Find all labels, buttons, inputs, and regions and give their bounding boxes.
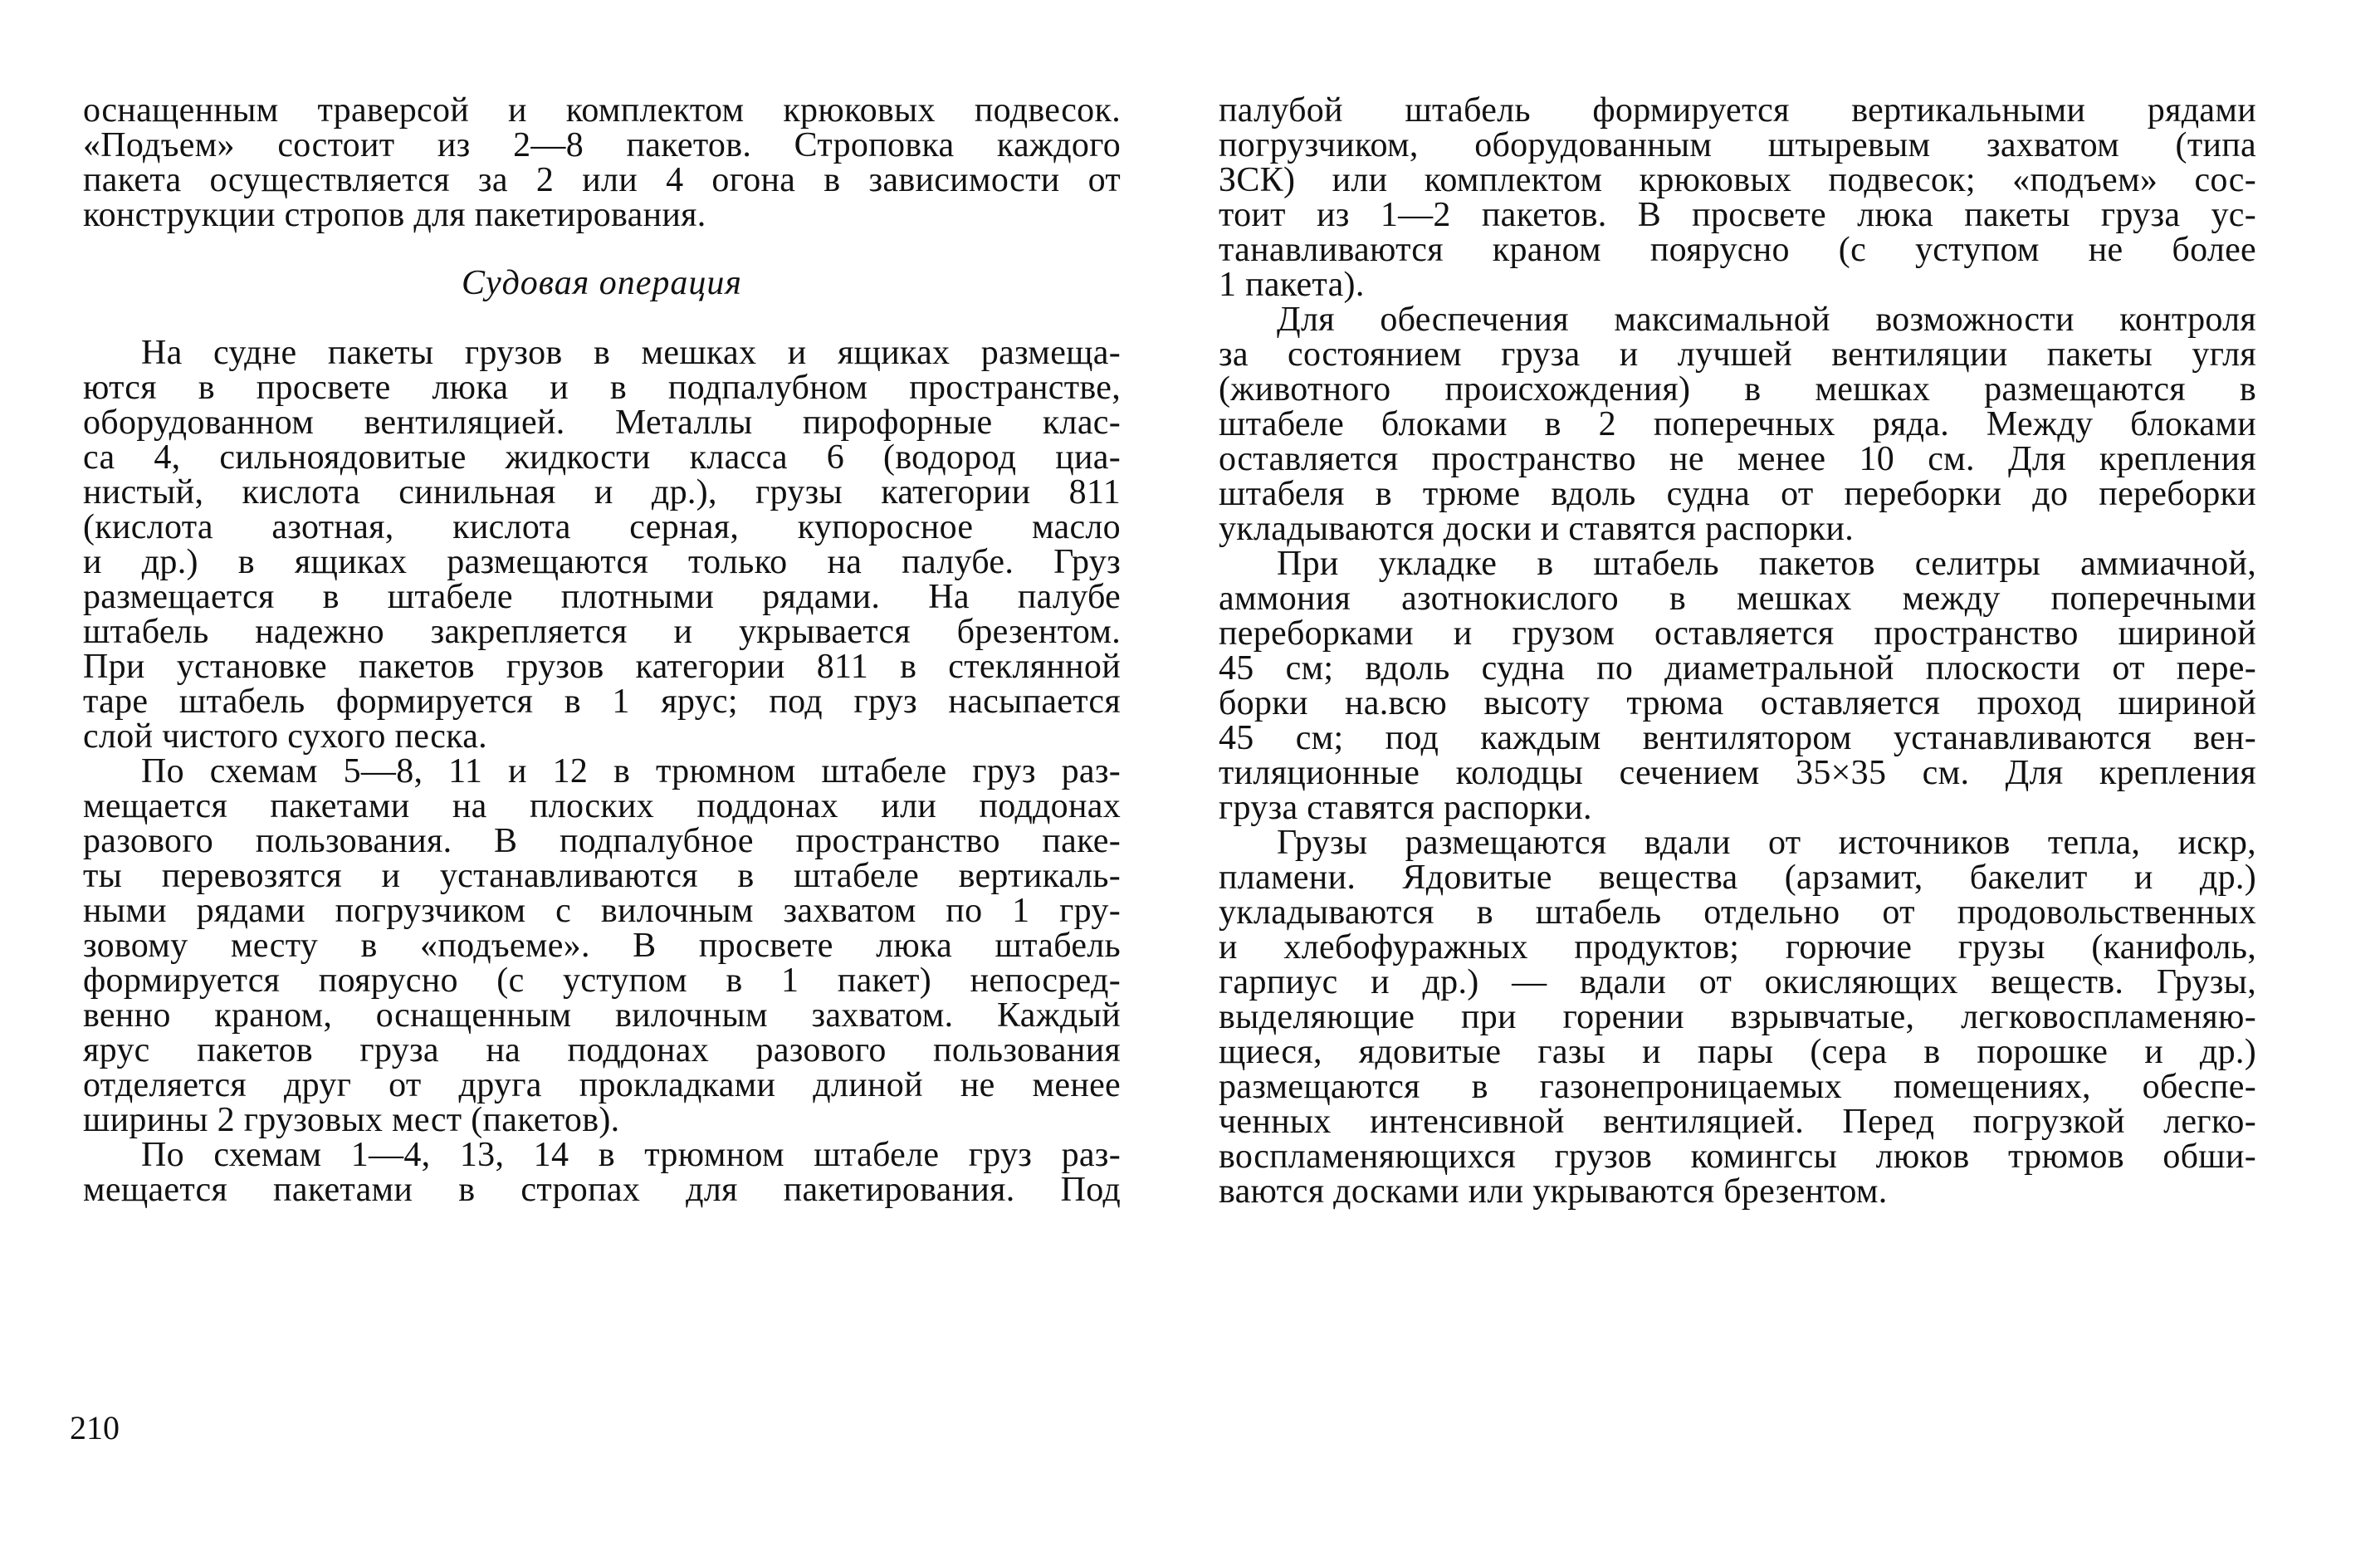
text-line: нистый, кислота синильная и др.), грузы категории 811 — [83, 473, 1121, 511]
text-line: ЗСК) или комплектом крюковых подвесок; «подъем» сос- — [1219, 161, 2256, 199]
text-line: пакета осуществляется за 2 или 4 огона в зависимости от — [83, 161, 1121, 199]
text-line: 45 см; вдоль судна по диаметральной плоскости от пере- — [1219, 649, 2256, 688]
text-line: размещаются в газонепроницаемых помещениях, обеспе- — [1219, 1068, 2256, 1106]
text-line: Для обеспечения максимальной возможности контроля — [1277, 301, 2256, 339]
text-line: воспламеняющихся грузов комингсы люков трюмов обши- — [1219, 1138, 2256, 1176]
text-line: палубой штабель формируется вертикальными рядами — [1219, 91, 2256, 130]
text-line: оснащенным траверсой и комплектом крюковых подвесок. — [83, 91, 1121, 130]
text-line: оборудованном вентиляцией. Металлы пирофорные клас- — [83, 404, 1121, 442]
text-line: мещается пакетами в стропах для пакетирования. Под — [83, 1171, 1121, 1209]
text-line: гарпиус и др.) — вдали от окисляющих веществ. Грузы, — [1219, 963, 2256, 1001]
text-line: ются в просвете люка и в подпалубном пространстве, — [83, 369, 1121, 407]
text-line: щиеся, ядовитые газы и пары (сера в порошке и др.) — [1219, 1033, 2256, 1071]
text-line: штабель надежно закрепляется и укрывается брезентом. — [83, 613, 1121, 651]
text-line: тиляционные колодцы сечением 35×35 см. Для крепления — [1219, 754, 2256, 792]
text-line: 1 пакета). — [1219, 266, 1365, 304]
text-line: штабеля в трюме вдоль судна от переборки до переборки — [1219, 475, 2256, 513]
text-line: По схемам 1—4, 13, 14 в трюмном штабеле груз раз- — [141, 1136, 1121, 1174]
text-line: конструкции стропов для пакетирования. — [83, 196, 706, 234]
section-heading: Судовая операция — [462, 264, 742, 302]
text-line: разового пользования. В подпалубное пространство паке- — [83, 822, 1121, 860]
text-line: ширины 2 грузовых мест (пакетов). — [83, 1101, 620, 1139]
text-line: и хлебофуражных продуктов; горючие грузы (канифоль, — [1219, 928, 2256, 967]
text-line: груза ставятся распорки. — [1219, 789, 1592, 827]
text-line: са 4, сильноядовитые жидкости класса 6 (водород циа- — [83, 438, 1121, 477]
text-line: ченных интенсивной вентиляцией. Перед погрузкой легко- — [1219, 1103, 2256, 1141]
text-line: венно краном, оснащенным вилочным захватом. Каждый — [83, 996, 1121, 1035]
text-line: По схемам 5—8, 11 и 12 в трюмном штабеле груз раз- — [141, 752, 1121, 790]
text-line: слой чистого сухого песка. — [83, 717, 487, 756]
text-line: размещается в штабеле плотными рядами. На палубе — [83, 578, 1121, 616]
text-line: укладываются в штабель отдельно от продовольственных — [1219, 893, 2256, 932]
text-line: погрузчиком, оборудованным штыревым захватом (типа — [1219, 126, 2256, 164]
text-line: укладываются доски и ставятся распорки. — [1219, 510, 1854, 548]
text-line: (кислота азотная, кислота серная, купоросное масло — [83, 508, 1121, 546]
page-number: 210 — [70, 1409, 120, 1446]
text-line: штабеле блоками в 2 поперечных ряда. Между блоками — [1219, 405, 2256, 443]
text-line: 45 см; под каждым вентилятором устанавливаются вен- — [1219, 719, 2256, 757]
text-line: Грузы размещаются вдали от источников тепла, искр, — [1277, 824, 2256, 862]
left-page-text — [83, 93, 1121, 1207]
text-line: пламени. Ядовитые вещества (арзамит, бакелит и др.) — [1219, 859, 2256, 897]
text-line: оставляется пространство не менее 10 см. Для крепления — [1219, 440, 2256, 478]
text-line: ными рядами погрузчиком с вилочным захватом по 1 гру- — [83, 892, 1121, 930]
text-line: аммония азотнокислого в мешках между поперечными — [1219, 580, 2256, 618]
text-line: ярус пакетов груза на поддонах разового пользования — [83, 1031, 1121, 1069]
text-line: зовому месту в «подъеме». В просвете люка штабель — [83, 927, 1121, 965]
text-line: таре штабель формируется в 1 ярус; под груз насыпается — [83, 683, 1121, 721]
text-line: переборками и грузом оставляется пространство шириной — [1219, 614, 2256, 653]
text-line: тоит из 1—2 пакетов. В просвете люка пакеты груза ус- — [1219, 196, 2256, 234]
text-line: При укладке в штабель пакетов селитры аммиачной, — [1277, 545, 2256, 583]
text-line: отделяется друг от друга прокладками длиной не менее — [83, 1066, 1121, 1104]
text-line: выделяющие при горении взрывчатые, легковоспламеняю- — [1219, 998, 2256, 1036]
text-line: и др.) в ящиках размещаются только на палубе. Груз — [83, 543, 1121, 581]
text-line: «Подъем» состоит из 2—8 пакетов. Строповка каждого — [83, 126, 1121, 164]
text-line: (животного происхождения) в мешках размещаются в — [1219, 370, 2256, 409]
text-line: борки на.всю высоту трюма оставляется проход шириной — [1219, 684, 2256, 722]
text-line: за состоянием груза и лучшей вентиляции пакеты угля — [1219, 335, 2256, 374]
text-line: танавливаются краном поярусно (с уступом не более — [1219, 231, 2256, 269]
text-line: ты перевозятся и устанавливаются в штабеле вертикаль- — [83, 857, 1121, 895]
right-page-text — [1219, 93, 2256, 1209]
text-line: На судне пакеты грузов в мешках и ящиках размеща- — [141, 334, 1121, 372]
text-line: формируется поярусно (с уступом в 1 пакет) непосред- — [83, 962, 1121, 1000]
text-line: ваются досками или укрываются брезентом. — [1219, 1172, 1888, 1211]
text-line: При установке пакетов грузов категории 811 в стеклянной — [83, 648, 1121, 686]
text-line: мещается пакетами на плоских поддонах или поддонах — [83, 787, 1121, 825]
